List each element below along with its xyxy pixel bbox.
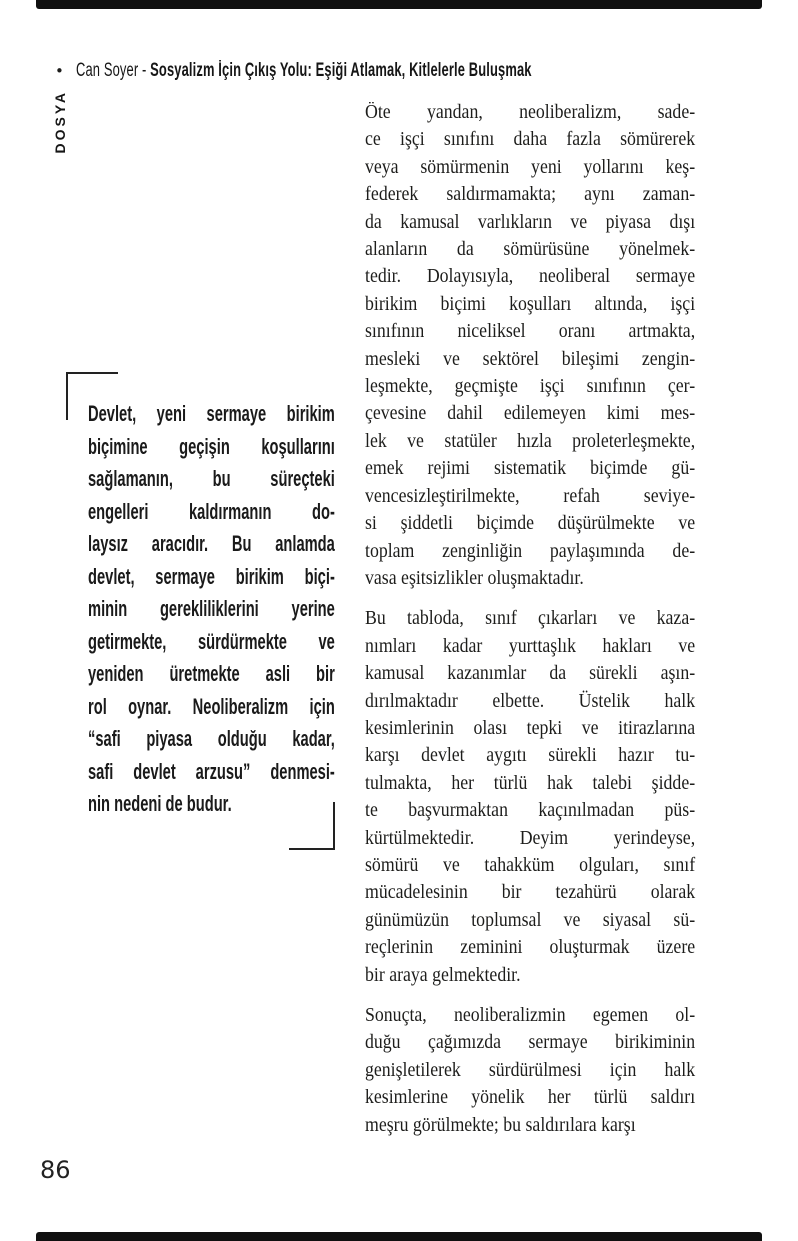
running-header-text <box>76 60 532 82</box>
running-header <box>55 60 746 82</box>
text-line: kesimlerine yönelik her türlü saldırı <box>365 1087 696 1109</box>
text-line: çevesine dahil edilemeyen kimi mes- <box>365 403 696 425</box>
text-line: lek ve statüler hızla proleterleşmekte, <box>365 430 696 452</box>
text-line: “safi piyasa olduğu kadar, <box>88 726 335 751</box>
page-edge-bar-bottom <box>36 1232 762 1241</box>
text-line: emek rejimi sistematik biçimde gü- <box>365 458 696 480</box>
text-line: bir araya gelmektedir. <box>365 964 521 986</box>
text-line: Sonuçta, neoliberalizmin egemen ol- <box>365 1005 696 1026</box>
page-edge-bar-top <box>36 0 762 9</box>
text-line: reçlerinin zeminini oluşturmak üzere <box>365 937 696 959</box>
text-line: federek saldırmamakta; aynı zaman- <box>365 184 696 206</box>
text-line: safi devlet arzusu” denmesi- <box>88 758 335 784</box>
text-line: nin nedeni de budur. <box>88 791 232 816</box>
text-line: Bu tabloda, sınıf çıkarları ve kaza- <box>365 608 696 630</box>
text-line: kamusal kazanımlar da sürekli aşın- <box>365 663 696 685</box>
text-line: alanların da sömürüsüne yönelmek- <box>365 239 696 261</box>
text-line: günümüzün toplumsal ve siyasal sü- <box>365 909 696 931</box>
text-line: ce işçi sınıfını daha fazla sömürerek <box>365 129 696 151</box>
text-line: duğu çağımızda sermaye birikiminin <box>365 1032 696 1054</box>
text-line: yeniden üretmekte asli bir <box>88 661 335 686</box>
text-line: mücadelesinin bir tezahürü olarak <box>365 882 696 904</box>
text-line: sınıfının niceliksel oranı artmakta, <box>365 321 696 343</box>
article-body <box>365 99 695 1152</box>
text-line: birikim biçimi koşulları altında, işçi <box>365 293 696 315</box>
bullet-icon: • <box>55 61 64 80</box>
text-line: vasa eşitsizlikler oluşmaktadır. <box>365 567 584 589</box>
text-line: karşı devlet aygıtı sürekli hazır tu- <box>365 745 696 767</box>
body-paragraph <box>365 99 695 592</box>
text-line: genişletilerek sürdürülmesi için halk <box>365 1059 696 1081</box>
text-line: da kamusal varlıkların ve piyasa dışı <box>365 211 696 233</box>
section-label-dosya: DOSYA <box>52 90 68 154</box>
text-line: tulmakta, her türlü hak talebi şidde- <box>365 772 696 794</box>
text-line: nımları kadar yurttaşlık hakları ve <box>365 635 696 657</box>
text-line: veya sömürmenin yeni yollarını keş- <box>365 156 696 178</box>
text-line: si şiddetli biçimde düşürülmekte ve <box>365 513 696 535</box>
pull-quote-bracket-bottom <box>289 802 335 850</box>
text-line: kürtülmektedir. Deyim yerindeyse, <box>365 827 696 849</box>
text-line: getirmekte, sürdürmekte ve <box>88 628 335 654</box>
text-line: te başvurmaktan kaçınılmadan püs- <box>365 800 696 822</box>
text-line: meşru görülmekte; bu saldırılara karşı <box>365 1114 636 1136</box>
body-paragraph <box>365 605 695 989</box>
text-line: biçimine geçişin koşullarını <box>88 433 335 459</box>
page-number: 86 <box>40 1156 71 1184</box>
text-line: sağlamanın, bu süreçteki <box>88 466 335 491</box>
text-line: toplam zenginliğin paylaşımında de- <box>365 540 696 562</box>
text-line: mesleki ve sektörel bileşimi zengin- <box>365 348 696 370</box>
text-line: devlet, sermaye birikim biçi- <box>88 563 335 589</box>
text-line: tedir. Dolayısıyla, neoliberal sermaye <box>365 266 696 288</box>
text-line: sömürü ve tahakküm olguları, sınıf <box>365 854 696 876</box>
text-line: kesimlerinin olası tepki ve itirazlarına <box>365 717 696 739</box>
text-line: vencesizleştirilmekte, refah seviye- <box>365 485 696 507</box>
text-line: Öte yandan, neoliberalizm, sade- <box>365 102 696 123</box>
text-line: rol oynar. Neoliberalizm için <box>88 693 335 719</box>
text-line: minin gerekliliklerini yerine <box>88 596 335 621</box>
text-line: leşmekte, geçmişte işçi sınıfının çer- <box>365 376 696 398</box>
text-line: dırılmaktadır elbette. Üstelik halk <box>365 690 696 712</box>
text-line: engelleri kaldırmanın do- <box>88 498 335 524</box>
pull-quote <box>88 398 335 821</box>
body-paragraph <box>365 1002 695 1139</box>
text-line: laysız aracıdır. Bu anlamda <box>88 531 335 556</box>
header-author: Can Soyer - <box>75 60 151 81</box>
header-article-title: Sosyalizm İçin Çıkış Yolu: Eşiği Atlamak, Kitlelerle Buluşmak <box>150 60 532 81</box>
text-line: Devlet, yeni sermaye birikim <box>88 401 335 426</box>
